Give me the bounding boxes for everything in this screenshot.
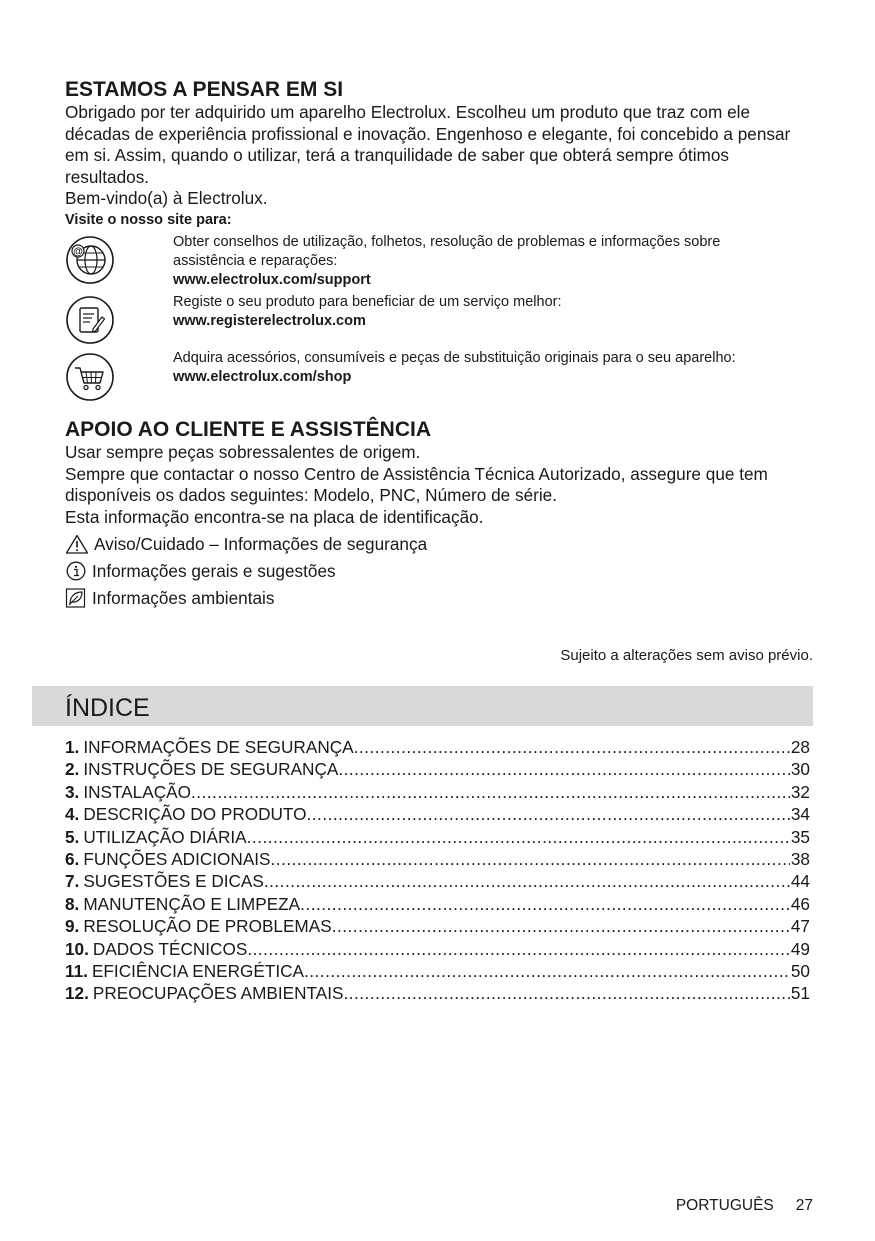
legend-safety <box>65 533 565 555</box>
link-description: Registe o seu produto para beneficiar de um serviço melhor: <box>173 294 562 310</box>
web-globe-icon <box>65 235 115 285</box>
link-description: Obter conselhos de utilização, folhetos, resolução de problemas e informações sobre assistência e reparações: <box>173 234 721 269</box>
visit-label: Visite o nosso site para: <box>65 211 232 228</box>
toc-leader <box>304 960 790 982</box>
support-line-3: Esta informação encontra-se na placa de identificação. <box>65 506 484 527</box>
toc-entry[interactable] <box>65 826 810 848</box>
toc-leader <box>247 938 790 960</box>
toc-entry[interactable] <box>65 848 810 870</box>
welcome-line: Bem-vindo(a) à Electrolux. <box>65 188 268 208</box>
intro-paragraph: Obrigado por ter adquirido um aparelho Electrolux. Escolheu um produto que traz com ele décadas de experiência profissional e inovação. Engenhoso e elegante, foi concebido a pensar em si. Assim, quando o utilizar, terá a tranquilidade de saber que obterá sempre ótimos resultados. <box>65 102 791 187</box>
environment-leaf-icon <box>65 588 87 608</box>
toc-page: 51 <box>790 983 810 1004</box>
legend-text: Informações gerais e sugestões <box>92 561 336 581</box>
toc-entry[interactable] <box>65 803 810 825</box>
toc-number: 12. <box>65 983 89 1004</box>
toc-number: 3. <box>65 781 80 802</box>
toc-leader <box>300 893 790 915</box>
index-heading: ÍNDICE <box>65 694 150 722</box>
toc-page: 50 <box>790 960 810 981</box>
toc-page: 38 <box>790 848 810 869</box>
index-header-bar <box>32 686 813 726</box>
toc-number: 8. <box>65 893 80 914</box>
toc-number: 4. <box>65 804 80 825</box>
register-notepad-icon <box>65 295 115 345</box>
toc-leader <box>338 758 790 780</box>
toc-entry[interactable] <box>65 960 810 982</box>
toc-entry[interactable] <box>65 938 810 960</box>
legend-environment <box>65 587 565 609</box>
svg-text:@: @ <box>73 246 83 258</box>
table-of-contents <box>65 736 810 1005</box>
shopping-cart-icon <box>65 352 115 402</box>
toc-label: DESCRIÇÃO DO PRODUTO <box>83 804 307 825</box>
toc-label: PREOCUPAÇÕES AMBIENTAIS <box>92 983 344 1004</box>
legend-text: Informações ambientais <box>92 588 275 608</box>
toc-entry[interactable] <box>65 870 810 892</box>
toc-label: SUGESTÕES E DICAS <box>83 871 264 892</box>
intro-body <box>65 102 813 230</box>
toc-page: 46 <box>790 893 810 914</box>
toc-number: 2. <box>65 759 80 780</box>
toc-number: 9. <box>65 916 80 937</box>
support-heading: APOIO AO CLIENTE E ASSISTÊNCIA <box>65 418 431 441</box>
toc-leader <box>264 870 790 892</box>
footer-language: PORTUGUÊS <box>675 1197 774 1214</box>
toc-number: 6. <box>65 848 80 869</box>
register-url-link[interactable]: www.registerelectrolux.com <box>173 313 366 329</box>
toc-leader <box>307 803 790 825</box>
toc-page: 34 <box>790 804 810 825</box>
toc-leader <box>191 781 790 803</box>
toc-label: INFORMAÇÕES DE SEGURANÇA <box>83 737 354 757</box>
toc-leader <box>247 826 790 848</box>
link-text-shop <box>173 349 793 387</box>
toc-leader <box>354 736 790 758</box>
intro-heading: ESTAMOS A PENSAR EM SI <box>65 78 344 101</box>
toc-number: 1. <box>65 737 80 757</box>
support-line-2: Sempre que contactar o nosso Centro de Assistência Técnica Autorizado, assegure que tem disponíveis os dados seguintes: Modelo, PNC, Número de série. <box>65 463 768 505</box>
toc-label: DADOS TÉCNICOS <box>92 938 248 959</box>
toc-leader <box>271 848 790 870</box>
toc-entry[interactable] <box>65 736 810 758</box>
toc-entry[interactable] <box>65 893 810 915</box>
toc-entry[interactable] <box>65 915 810 937</box>
info-icon <box>65 561 87 581</box>
toc-page: 32 <box>790 781 810 802</box>
toc-label: MANUTENÇÃO E LIMPEZA <box>83 893 301 914</box>
link-text-support <box>173 233 793 290</box>
toc-label: EFICIÊNCIA ENERGÉTICA <box>91 960 304 981</box>
toc-page: 49 <box>790 938 810 959</box>
toc-page: 28 <box>790 737 810 757</box>
toc-number: 11. <box>65 960 88 981</box>
link-text-register <box>173 293 793 331</box>
toc-page: 47 <box>790 916 810 937</box>
toc-entry[interactable] <box>65 781 810 803</box>
toc-leader <box>343 982 789 1004</box>
toc-page: 35 <box>790 826 810 847</box>
page-number: 27 <box>795 1197 813 1214</box>
page-footer <box>676 1196 813 1216</box>
support-url-link[interactable]: www.electrolux.com/support <box>173 272 371 288</box>
link-description: Adquira acessórios, consumíveis e peças de substituição originais para o seu aparelho: <box>173 350 736 366</box>
toc-leader <box>332 915 790 937</box>
support-line-1: Usar sempre peças sobressalentes de origem. <box>65 442 421 462</box>
toc-number: 5. <box>65 826 80 847</box>
warning-triangle-icon <box>65 534 89 554</box>
shop-url-link[interactable]: www.electrolux.com/shop <box>173 369 352 385</box>
toc-entry[interactable] <box>65 982 810 1004</box>
toc-label: FUNÇÕES ADICIONAIS <box>83 848 271 869</box>
toc-page: 30 <box>790 759 810 780</box>
legend-info <box>65 560 565 582</box>
toc-label: UTILIZAÇÃO DIÁRIA <box>83 826 247 847</box>
toc-label: INSTRUÇÕES DE SEGURANÇA <box>83 759 339 780</box>
legend-text: Aviso/Cuidado – Informações de segurança <box>94 534 428 554</box>
toc-page: 44 <box>790 871 810 892</box>
toc-number: 7. <box>65 871 80 892</box>
toc-label: INSTALAÇÃO <box>83 781 191 802</box>
support-body <box>65 442 813 528</box>
toc-label: RESOLUÇÃO DE PROBLEMAS <box>83 916 332 937</box>
change-notice: Sujeito a alterações sem aviso prévio. <box>560 647 813 664</box>
toc-number: 10. <box>65 938 89 959</box>
toc-entry[interactable] <box>65 758 810 780</box>
